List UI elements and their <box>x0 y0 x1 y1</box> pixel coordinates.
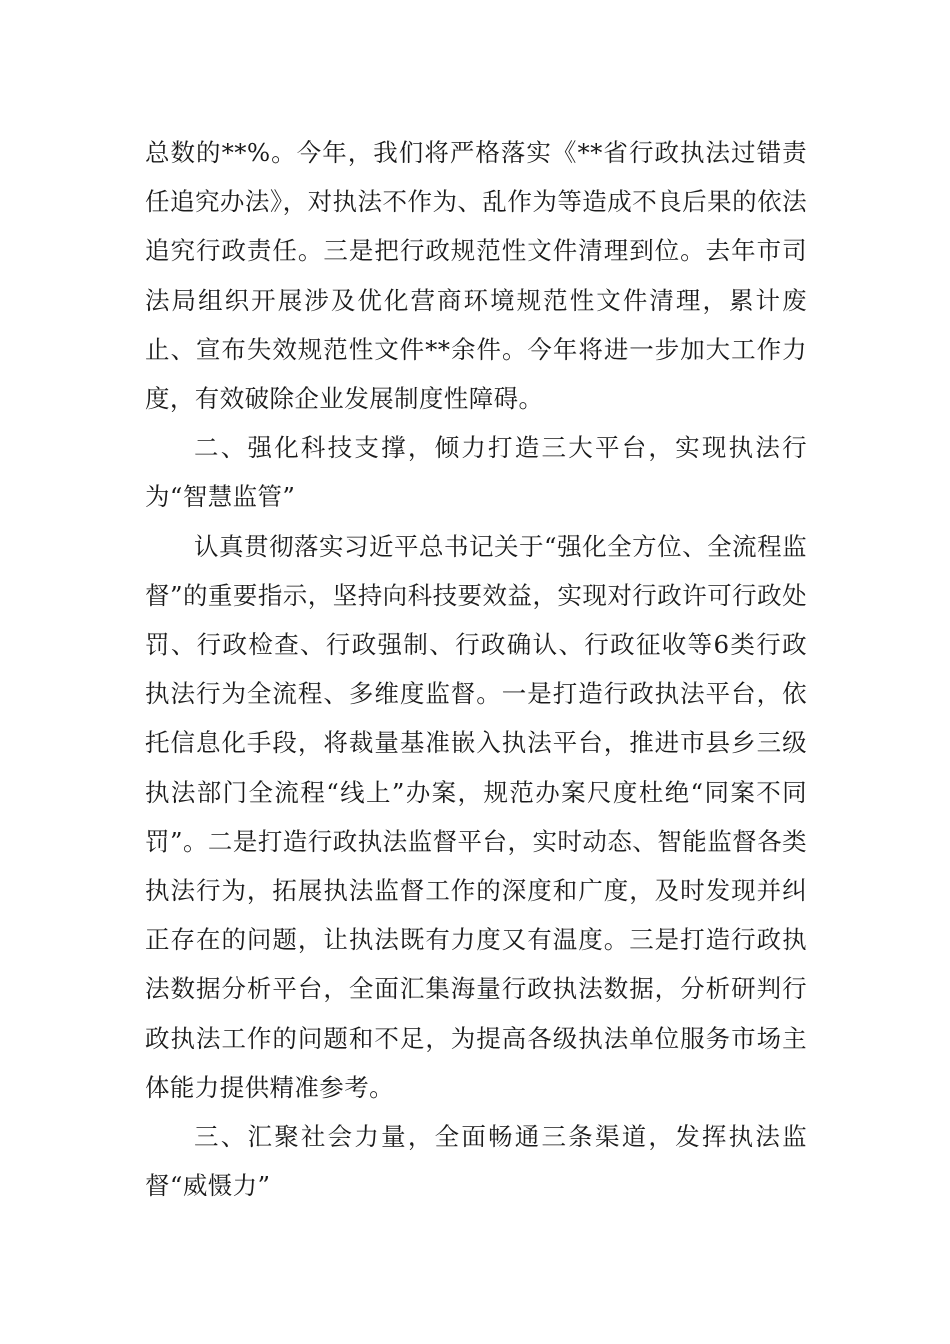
paragraph-continuation: 总数的**%。今年，我们将严格落实《**省行政执法过错责任追究办法》，对执法不作为、乱作为等造成不良后果的依法追究行政责任。三是把行政规范性文件清理到位。去年市司法局组织开展涉及优化营商环境规范性文件清理，累计废止、宣布失效规范性文件**余件。今年将进一步加大工作力度，有效破除企业发展制度性障碍。 <box>145 138 807 414</box>
section-heading-2: 二、强化科技支撑，倾力打造三大平台，实现执法行为“智慧监管” <box>145 433 807 512</box>
paragraph-body: 认真贯彻落实习近平总书记关于“强化全方位、全流程监督”的重要指示，坚持向科技要效益，实现对行政许可行政处罚、行政检查、行政强制、行政确认、行政征收等6类行政执法行为全流程、多维度监督。一是打造行政执法平台，依托信息化手段，将裁量基准嵌入执法平台，推进市县乡三级执法部门全流程“线上”办案，规范办案尺度杜绝“同案不同罚”。二是打造行政执法监督平台，实时动态、智能监督各类执法行为，拓展执法监督工作的深度和广度，及时发现并纠正存在的问题，让执法既有力度又有温度。三是打造行政执法数据分析平台，全面汇集海量行政执法数据，分析研判行政执法工作的问题和不足，为提高各级执法单位服务市场主体能力提供精准参考。 <box>145 531 807 1102</box>
section-heading-3: 三、汇聚社会力量，全面畅通三条渠道，发挥执法监督“威慑力” <box>145 1122 807 1201</box>
document-body <box>145 128 807 1210</box>
